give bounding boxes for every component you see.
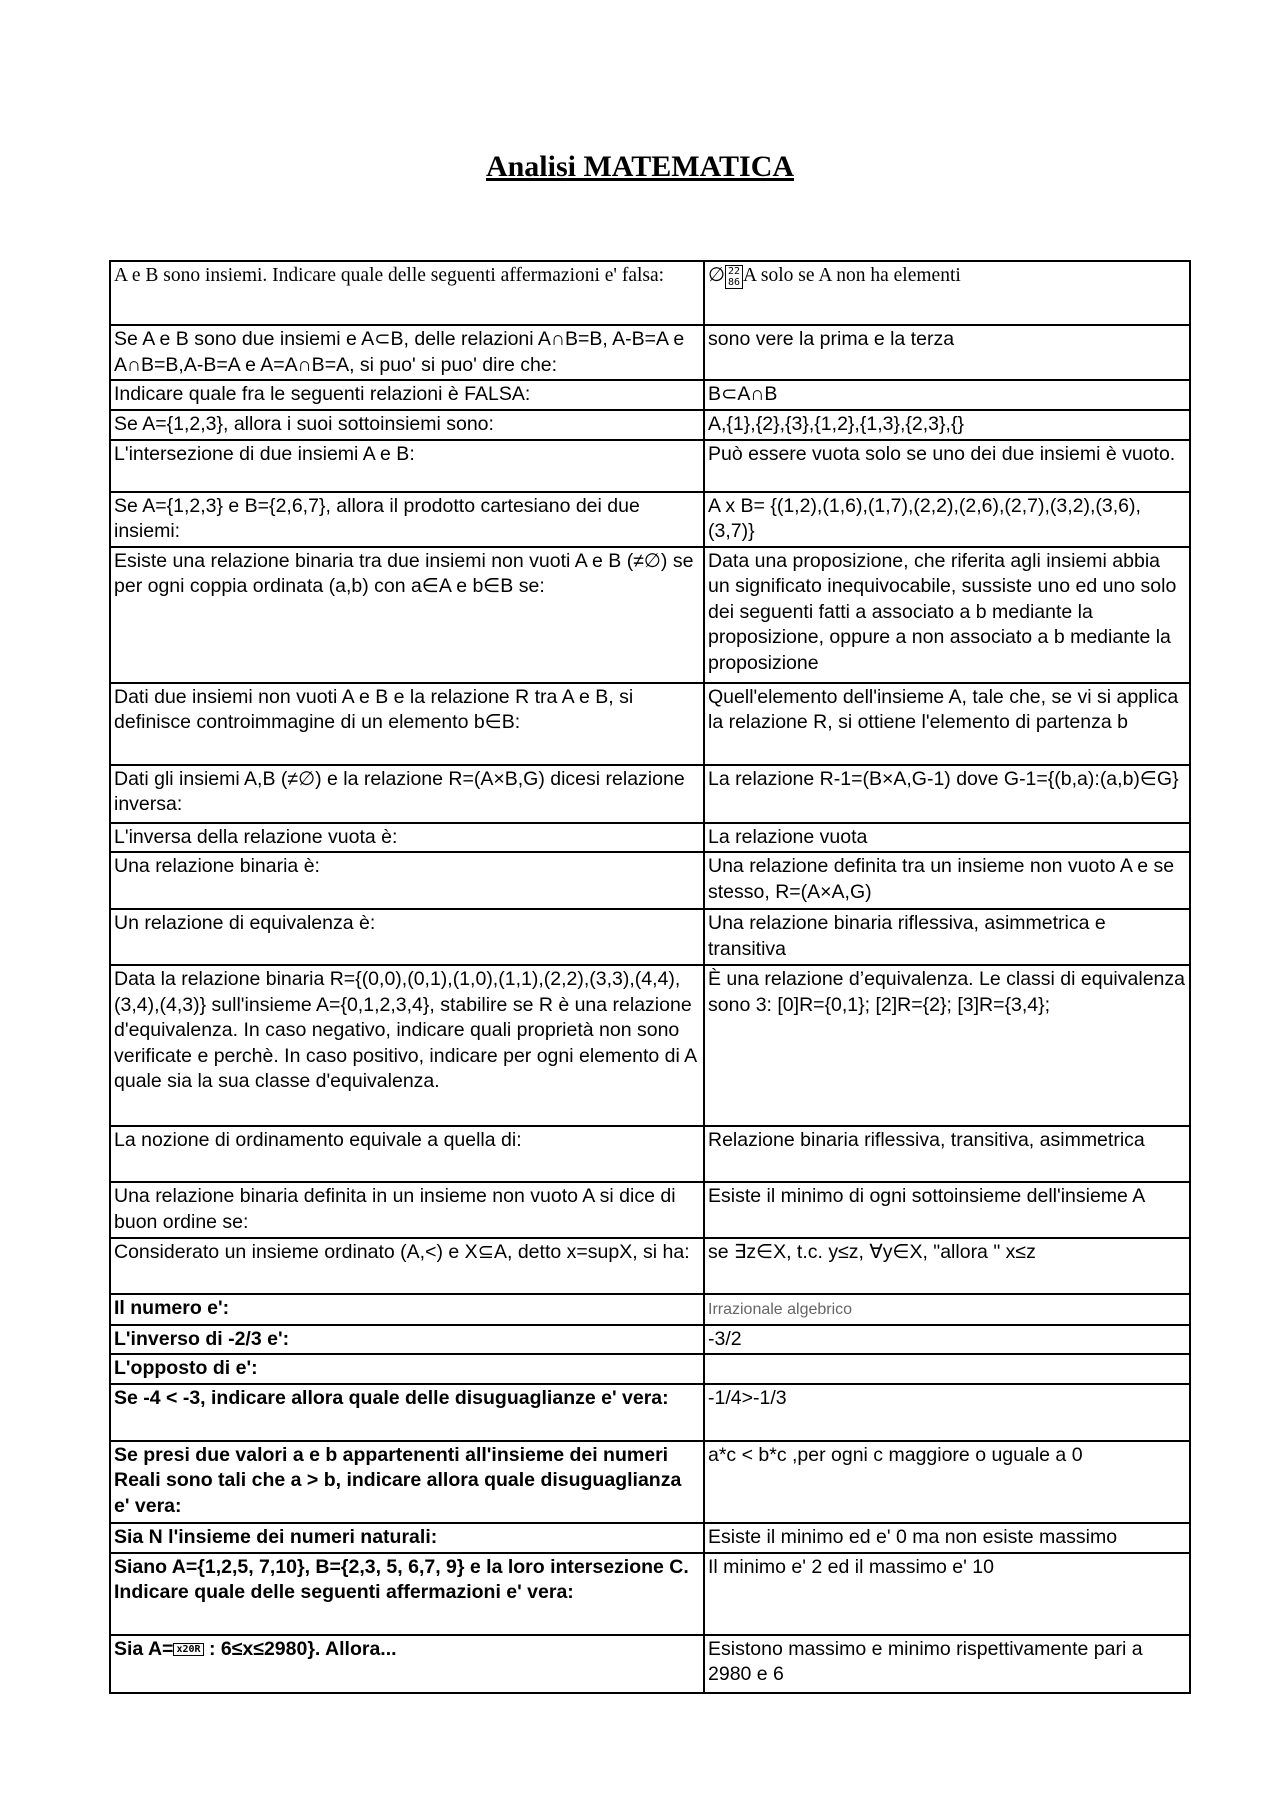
table-row (110, 1523, 1190, 1553)
table-row (110, 380, 1190, 410)
answer-cell (704, 410, 1190, 440)
answer-text: Una relazione definita tra un insieme non vuoto A e se stesso, R=(A×A,G) (708, 855, 1175, 903)
question-text: Sia N l'insieme dei numeri naturali: (114, 1525, 438, 1548)
question-cell (110, 1523, 704, 1553)
page-title: Analisi MATEMATICA (485, 150, 795, 183)
table-row (110, 261, 1190, 325)
question-text: Se presi due valori a e b appartenenti all'insieme dei numeri Reali sono tali che a > b, indicare allora quale disuguaglianza e' vera: (114, 1443, 682, 1517)
table-row (110, 852, 1190, 909)
answer-cell (704, 1384, 1190, 1441)
table-row (110, 1635, 1190, 1693)
question-cell (110, 683, 704, 765)
answer-cell (704, 440, 1190, 492)
answer-text: Il minimo e' 2 ed il massimo e' 10 (708, 1555, 994, 1578)
question-cell (110, 325, 704, 380)
question-text: A e B sono insiemi. Indicare quale delle seguenti affermazioni e' falsa: (114, 265, 665, 286)
answer-text: Data una proposizione, che riferita agli insiemi abbia un significato inequivocabile, sussiste uno ed uno solo dei seguenti fatti a associato a b mediante la proposizione, oppure a non associato a b mediante la proposizione (708, 549, 1177, 674)
question-cell (110, 765, 704, 823)
answer-text: Esiste il minimo ed e' 0 ma non esiste massimo (708, 1525, 1118, 1548)
question-cell (110, 1126, 704, 1182)
question-cell (110, 492, 704, 547)
question-cell (110, 852, 704, 909)
answer-cell (704, 1238, 1190, 1294)
question-text: Se A={1,2,3}, allora i suoi sottoinsiemi sono: (114, 413, 494, 435)
answer-text: Relazione binaria riflessiva, transitiva, asimmetrica (708, 1129, 1145, 1151)
answer-cell (704, 823, 1190, 853)
question-cell (110, 440, 704, 492)
question-text: Se A e B sono due insiemi e A⊂B, delle relazioni A∩B=B, A-B=A e A∩B=B,A-B=A e A=A∩B=A, si puo' si puo' dire che: (114, 328, 685, 376)
question-text: Indicare quale fra le seguenti relazioni è FALSA: (114, 383, 531, 405)
question-text: L'inverso di -2/3 e': (114, 1327, 290, 1350)
answer-text: Una relazione binaria riflessiva, asimmetrica e transitiva (708, 912, 1106, 960)
answer-cell (704, 1325, 1190, 1355)
table-row (110, 1384, 1190, 1441)
answer-text: La relazione R-1=(B×A,G-1) dove G-1={(b,a):(a,b)∈G} (708, 767, 1179, 790)
answer-text: È una relazione d’equivalenza. Le classi di equivalenza sono 3: [0]R={0,1}; [2]R={2}; [3]R={3,4}; (708, 968, 1185, 1016)
table-row (110, 1354, 1190, 1384)
question-text: : 6≤x≤2980}. Allora... (203, 1637, 397, 1660)
empty-set-symbol: ∅ (708, 265, 725, 286)
question-text: Se A={1,2,3} e B={2,6,7}, allora il prodotto cartesiano dei due insiemi: (114, 494, 640, 542)
missing-glyph-icon: x20R (173, 1643, 203, 1656)
answer-text: B⊂A∩B (708, 383, 778, 405)
question-text: L'intersezione di due insiemi A e B: (114, 442, 415, 465)
answer-cell (704, 1523, 1190, 1553)
answer-cell (704, 965, 1190, 1126)
answer-cell (704, 683, 1190, 765)
table-row (110, 410, 1190, 440)
question-text: Data la relazione binaria R={(0,0),(0,1),(1,0),(1,1),(2,2),(3,3),(4,4),(3,4),(4,3)} sull'insieme A={0,1,2,3,4}, stabilire se R è una relazione d'equivalenza. In caso negativo, indicare quali proprietà non sono verificate e perchè. In caso positivo, indicare per ogni elemento di A quale sia la sua classe d'equivalenza. (114, 968, 697, 1092)
answer-text: Esiste il minimo di ogni sottoinsieme dell'insieme A (708, 1185, 1146, 1207)
answer-text: se ∃z∈X, t.c. y≤z, ∀y∈X, "allora " x≤z (708, 1241, 1036, 1263)
table-row (110, 1238, 1190, 1294)
question-text: Dati due insiemi non vuoti A e B e la relazione R tra A e B, si definisce controimmagine di un elemento b∈B: (114, 685, 634, 733)
answer-cell (704, 261, 1190, 325)
question-text: Siano A={1,2,5, 7,10}, B={2,3, 5, 6,7, 9} e la loro intersezione C. Indicare quale delle seguenti affermazioni e' vera: (114, 1555, 689, 1603)
question-text: Se -4 < -3, indicare allora quale delle disuguaglianze e' vera: (114, 1386, 669, 1409)
answer-cell (704, 547, 1190, 683)
table-row (110, 492, 1190, 547)
question-cell (110, 823, 704, 853)
question-text: L'opposto di e': (114, 1357, 258, 1379)
question-text: Dati gli insiemi A,B (≠∅) e la relazione R=(A×B,G) dicesi relazione inversa: (114, 767, 685, 815)
answer-cell (704, 1441, 1190, 1523)
question-cell (110, 909, 704, 965)
answer-cell (704, 1126, 1190, 1182)
answer-text: A,{1},{2},{3},{1,2},{1,3},{2,3},{} (708, 413, 964, 435)
question-cell (110, 1294, 704, 1325)
answer-cell (704, 380, 1190, 410)
question-cell (110, 547, 704, 683)
answer-cell (704, 852, 1190, 909)
table-row (110, 440, 1190, 492)
answer-text: Può essere vuota solo se uno dei due insiemi è vuoto. (708, 442, 1176, 465)
table-row (110, 1182, 1190, 1238)
answer-cell (704, 1354, 1190, 1384)
table-row (110, 325, 1190, 380)
answer-cell (704, 1635, 1190, 1693)
question-cell (110, 965, 704, 1126)
answer-cell (704, 492, 1190, 547)
question-cell (110, 261, 704, 325)
question-text: Una relazione binaria definita in un insieme non vuoto A si dice di buon ordine se: (114, 1185, 676, 1233)
table-row (110, 1553, 1190, 1635)
answer-cell (704, 1553, 1190, 1635)
table-row (110, 1441, 1190, 1523)
answer-cell (704, 325, 1190, 380)
question-text: La nozione di ordinamento equivale a quella di: (114, 1129, 522, 1151)
question-text: Un relazione di equivalenza è: (114, 912, 376, 934)
table-row (110, 909, 1190, 965)
answer-text: -3/2 (708, 1327, 742, 1350)
table-row (110, 965, 1190, 1126)
answer-text: -1/4>-1/3 (708, 1386, 787, 1409)
table-row (110, 1325, 1190, 1355)
question-cell (110, 1553, 704, 1635)
answer-text: La relazione vuota (708, 825, 868, 848)
missing-glyph-icon: 22 86 (725, 265, 743, 289)
question-cell (110, 1635, 704, 1693)
question-text: Una relazione binaria è: (114, 855, 320, 877)
question-cell (110, 1441, 704, 1523)
question-cell (110, 1384, 704, 1441)
table-row (110, 1294, 1190, 1325)
answer-text: A x B= {(1,2),(1,6),(1,7),(2,2),(2,6),(2,7),(3,2),(3,6),(3,7)} (708, 494, 1141, 542)
answer-cell (704, 1182, 1190, 1238)
answer-cell (704, 765, 1190, 823)
question-cell (110, 1354, 704, 1384)
question-prefix: Sia A= (114, 1637, 174, 1660)
table-row (110, 765, 1190, 823)
question-text: Considerato un insieme ordinato (A,<) e X⊆A, detto x=supX, si ha: (114, 1241, 690, 1263)
answer-text: a*c < b*c ,per ogni c maggiore o uguale a 0 (708, 1443, 1083, 1466)
question-text: Il numero e': (114, 1297, 230, 1319)
answer-text: Irrazionale algebrico (708, 1301, 853, 1318)
table-row (110, 1126, 1190, 1182)
question-cell (110, 1182, 704, 1238)
answer-text: sono vere la prima e la terza (708, 328, 955, 350)
table-row (110, 683, 1190, 765)
answer-cell (704, 909, 1190, 965)
question-text: L'inversa della relazione vuota è: (114, 825, 398, 848)
question-cell (110, 1238, 704, 1294)
table-row (110, 823, 1190, 853)
answer-text: A solo se A non ha elementi (743, 265, 961, 286)
question-cell (110, 380, 704, 410)
question-cell (110, 1325, 704, 1355)
question-text: Esiste una relazione binaria tra due insiemi non vuoti A e B (≠∅) se per ogni coppia ordinata (a,b) con a∈A e b∈B se: (114, 549, 694, 597)
qa-table (109, 260, 1191, 1694)
answer-text: Quell'elemento dell'insieme A, tale che, se vi si applica la relazione R, si ottiene l'elemento di partenza b (708, 685, 1179, 733)
answer-cell (704, 1294, 1190, 1325)
question-cell (110, 410, 704, 440)
table-row (110, 547, 1190, 683)
answer-text: Esistono massimo e minimo rispettivamente pari a 2980 e 6 (708, 1637, 1143, 1685)
